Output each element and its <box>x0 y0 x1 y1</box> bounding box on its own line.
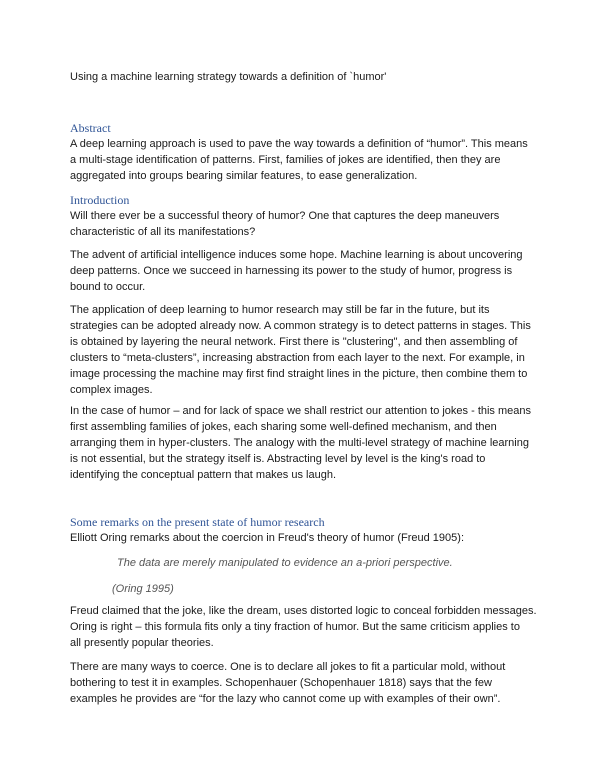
introduction-paragraph-1 <box>70 208 532 240</box>
text-line: Freud claimed that the joke, like the dream, uses distorted logic to conceal forbidden messages. <box>70 605 537 617</box>
text-line: examples he provides are “for the lazy who cannot come up with examples of their own”. <box>70 693 501 705</box>
introduction-paragraph-2 <box>70 247 532 295</box>
text-line: bothering to test it in examples. Schopenhauer (Schopenhauer 1818) says that the few <box>70 677 492 689</box>
remarks-paragraph-1 <box>70 603 537 651</box>
text-line: first assembling families of jokes, each sharing some well-defined mechanism, and then <box>70 421 497 433</box>
block-quote: The data are merely manipulated to evidence an a-priori perspective. <box>117 557 453 569</box>
text-line: a multi-stage identification of patterns. First, families of jokes are identified, then they are <box>70 154 501 166</box>
text-line: characteristic of all its manifestations? <box>70 226 256 238</box>
document-title: Using a machine learning strategy towards a definition of `humor' <box>70 71 387 83</box>
text-line: Elliott Oring remarks about the coercion in Freud's theory of humor (Freud 1905): <box>70 532 465 544</box>
text-line: identifying the conceptual pattern that makes us laugh. <box>70 469 337 481</box>
text-line: image processing the machine may first find straight lines in the picture, then combine them to <box>70 368 528 380</box>
text-line: is obtained by layering the neural network. First there is "clustering", and then assembling of <box>70 336 518 348</box>
text-line: is not essential, but the strategy itself is. Abstracting level by level is the king's road to <box>70 453 486 465</box>
text-line: The advent of artificial intelligence induces some hope. Machine learning is about uncovering <box>70 249 523 261</box>
remarks-intro <box>70 530 532 546</box>
text-line: arranging them in hyper-clusters. The analogy with the multi-level strategy of machine learning <box>70 437 529 449</box>
introduction-heading: Introduction <box>70 193 130 207</box>
text-line: Will there ever be a successful theory of humor? One that captures the deep maneuvers <box>70 210 500 222</box>
text-line: Oring is right – this formula fits only a tiny fraction of humor. But the same criticism applies to <box>70 621 520 633</box>
text-line: strategies can be adopted already now. A common strategy is to detect patterns in stages. This <box>70 320 531 332</box>
text-line: bound to occur. <box>70 281 146 293</box>
text-line: all presently popular theories. <box>70 637 214 649</box>
text-line: aggregated into groups bearing similar features, to ease generalization. <box>70 170 418 182</box>
text-line: In the case of humor – and for lack of space we shall restrict our attention to jokes - this means <box>70 405 532 417</box>
text-line: There are many ways to coerce. One is to declare all jokes to fit a particular mold, without <box>70 661 506 673</box>
quote-citation: (Oring 1995) <box>112 583 174 595</box>
abstract-paragraph <box>70 136 532 184</box>
abstract-heading: Abstract <box>70 121 111 135</box>
remarks-heading: Some remarks on the present state of humor research <box>70 515 325 529</box>
text-line: deep patterns. Once we succeed in harnessing its power to the study of humor, progress is <box>70 265 513 277</box>
introduction-paragraph-3 <box>70 302 532 398</box>
text-line: The application of deep learning to humor research may still be far in the future, but its <box>70 304 490 316</box>
text-line: complex images. <box>70 384 153 396</box>
remarks-paragraph-2 <box>70 659 532 707</box>
introduction-paragraph-4 <box>70 403 532 483</box>
text-line: A deep learning approach is used to pave the way towards a definition of “humor”. This means <box>70 138 528 150</box>
text-line: clusters to “meta-clusters”, increasing abstraction from each layer to the next. For example, in <box>70 352 525 364</box>
